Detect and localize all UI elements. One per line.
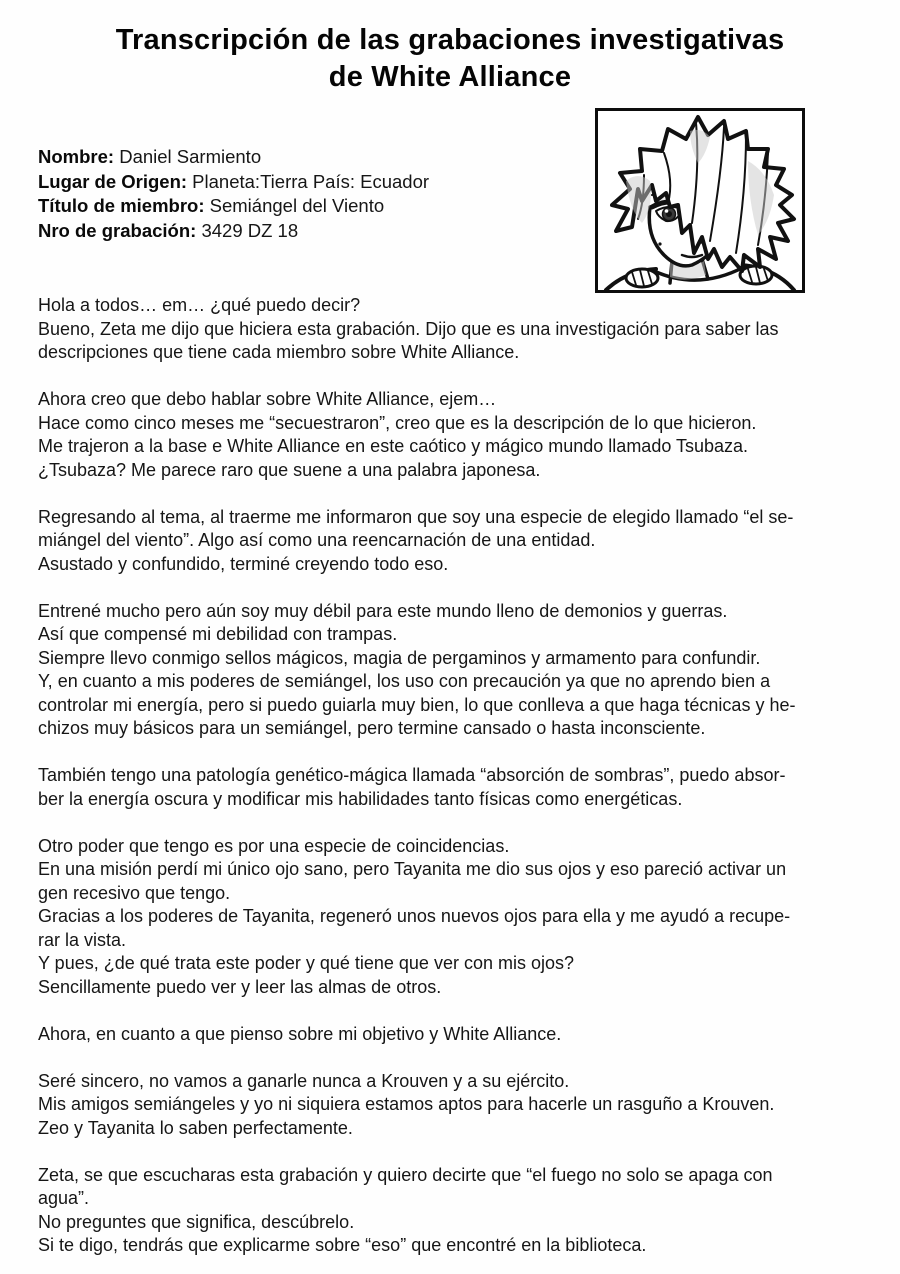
text-line: agua”. <box>38 1188 90 1208</box>
paragraph <box>38 1070 870 1141</box>
paragraph <box>38 388 870 482</box>
paragraph <box>38 1023 870 1047</box>
paragraph <box>38 600 870 741</box>
text-line: Gracias a los poderes de Tayanita, regeneró unos nuevos ojos para ella y me ayudó a recupe- <box>38 906 791 926</box>
member-field <box>38 170 429 195</box>
paragraph <box>38 1164 870 1258</box>
text-line: Y pues, ¿de qué trata este poder y qué tiene que ver con mis ojos? <box>38 953 575 973</box>
text-line: Regresando al tema, al traerme me informaron que soy una especie de elegido llamado “el se- <box>38 506 794 527</box>
member-field-label: Título de miembro: <box>38 195 205 216</box>
text-line: controlar mi energía, pero si puedo guiarla muy bien, lo que conlleva a que haga técnicas y he- <box>38 694 796 715</box>
document-title-line2: de White Alliance <box>328 61 572 93</box>
paragraph <box>38 506 870 577</box>
transcript <box>38 294 870 1274</box>
text-line: rar la vista. <box>38 929 127 950</box>
member-info <box>38 145 429 243</box>
paragraph <box>38 294 870 365</box>
member-field-value: Daniel Sarmiento <box>114 146 262 167</box>
text-line: descripciones que tiene cada miembro sobre White Alliance. <box>38 342 520 362</box>
text-line: Ahora, en cuanto a que pienso sobre mi objetivo y White Alliance. <box>38 1023 562 1044</box>
member-field-label: Lugar de Origen: <box>38 170 188 192</box>
text-line: Siempre llevo conmigo sellos mágicos, magia de pergaminos y armamento para confundir. <box>38 647 761 668</box>
document-title <box>0 22 900 96</box>
member-field-value: Semiángel del Viento <box>204 195 385 216</box>
text-line: Seré sincero, no vamos a ganarle nunca a Krouven y a su ejército. <box>38 1070 570 1091</box>
text-line: Zeta, se que escucharas esta grabación y quiero decirte que “el fuego no solo se apaga con <box>38 1164 773 1185</box>
member-field-value: Planeta:Tierra País: Ecuador <box>187 170 430 192</box>
member-field-value: 3429 DZ 18 <box>196 219 299 241</box>
text-line: Zeo y Tayanita lo saben perfectamente. <box>38 1117 353 1138</box>
text-line: ber la energía oscura y modificar mis habilidades tanto físicas como energéticas. <box>38 788 683 809</box>
paragraph <box>38 764 870 811</box>
text-line: chizos muy básicos para un semiángel, pero termine cansado o hasta inconsciente. <box>38 718 706 738</box>
text-line: Y, en cuanto a mis poderes de semiángel, los uso con precaución ya que no aprendo bien a <box>38 671 771 691</box>
text-line: También tengo una patología genético-mágica llamada “absorción de sombras”, puedo absor- <box>38 765 786 785</box>
paragraph <box>38 835 870 1000</box>
text-line: Bueno, Zeta me dijo que hiciera esta grabación. Dijo que es una investigación para saber las <box>38 318 779 339</box>
text-line: Si te digo, tendrás que explicarme sobre “eso” que encontré en la biblioteca. <box>38 1235 647 1255</box>
text-line: Mis amigos semiángeles y yo ni siquiera estamos aptos para hacerle un rasguño a Krouven. <box>38 1094 775 1114</box>
text-line: Así que compensé mi debilidad con trampas. <box>38 624 398 644</box>
document-title-line1: Transcripción de las grabaciones investigativas <box>115 24 785 56</box>
member-field-label: Nombre: <box>38 146 115 167</box>
text-line: Entrené mucho pero aún soy muy débil para este mundo lleno de demonios y guerras. <box>38 600 728 621</box>
text-line: Otro poder que tengo es por una especie de coincidencias. <box>38 835 510 856</box>
text-line: miángel del viento”. Algo así como una reencarnación de una entidad. <box>38 530 596 550</box>
text-line: Hace como cinco meses me “secuestraron”, creo que es la descripción de lo que hicieron. <box>38 412 757 433</box>
portrait-frame <box>595 108 805 293</box>
member-field-label: Nro de grabación: <box>38 219 197 241</box>
text-line: ¿Tsubaza? Me parece raro que suene a una palabra japonesa. <box>38 459 541 480</box>
character-portrait-illustration <box>598 111 802 290</box>
text-line: Me trajeron a la base e White Alliance en este caótico y mágico mundo llamado Tsubaza. <box>38 436 749 456</box>
text-line: Sencillamente puedo ver y leer las almas de otros. <box>38 976 442 997</box>
text-line: Hola a todos… em… ¿qué puedo decir? <box>38 295 361 315</box>
text-line: Ahora creo que debo hablar sobre White Alliance, ejem… <box>38 389 497 409</box>
text-line: gen recesivo que tengo. <box>38 882 231 903</box>
text-line: No preguntes que significa, descúbrelo. <box>38 1211 355 1232</box>
member-field <box>38 219 429 244</box>
member-field <box>38 194 429 219</box>
text-line: En una misión perdí mi único ojo sano, pero Tayanita me dio sus ojos y eso pareció activar un <box>38 859 787 879</box>
text-line: Asustado y confundido, terminé creyendo todo eso. <box>38 553 449 574</box>
member-field <box>38 145 429 170</box>
